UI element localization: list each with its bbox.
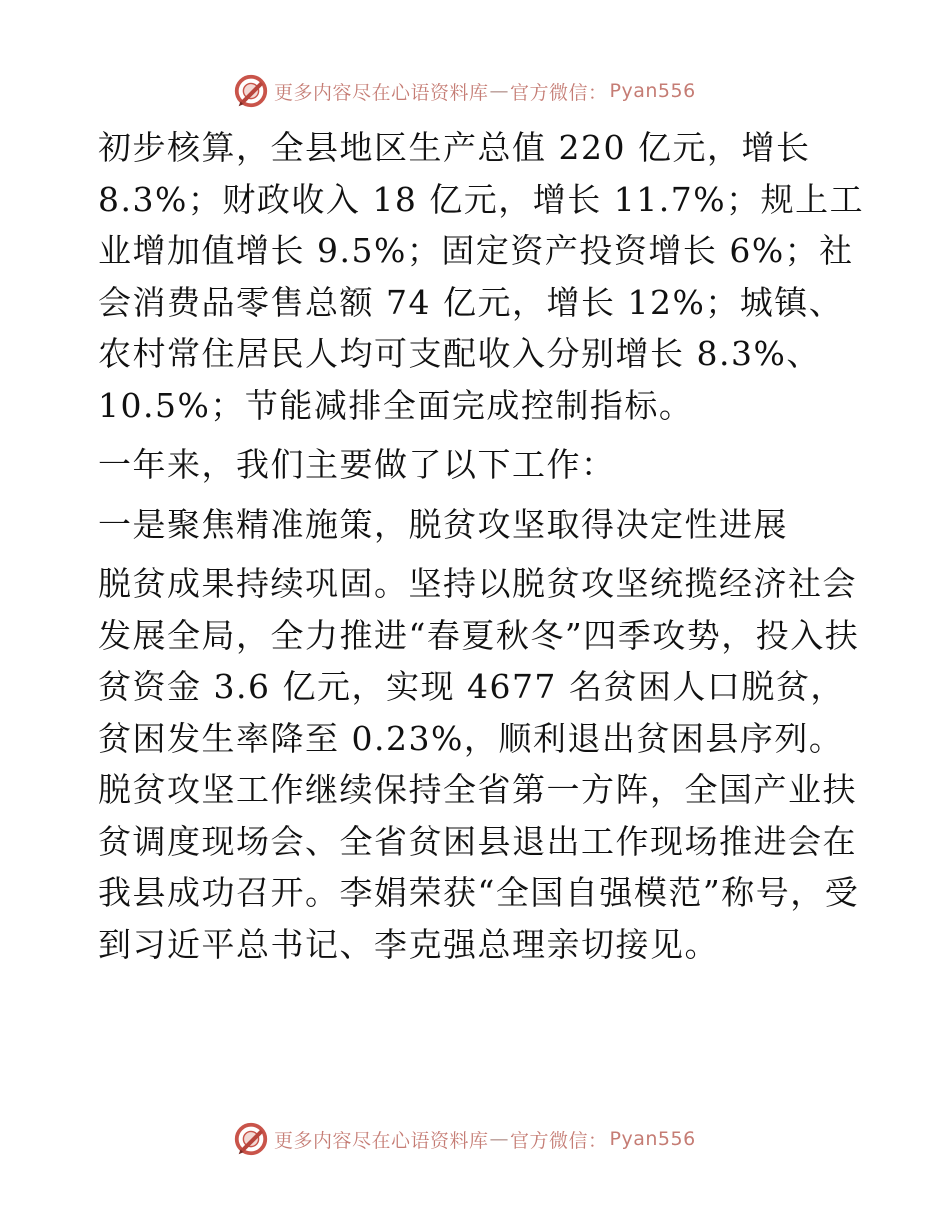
watermark-wechat-id: Pyan556 bbox=[609, 80, 696, 102]
watermark-separator: — bbox=[489, 1128, 510, 1150]
section-heading-poverty-alleviation: 一是聚焦精准施策，脱贫攻坚取得决定性进展 bbox=[98, 504, 788, 544]
paragraph-poverty-results: 脱贫成果持续巩固。坚持以脱贫攻坚统揽经济社会发展全局，全力推进“春夏秋冬”四季攻势，投入扶贫资金 3.6 亿元，实现 4677 名贫困人口脱贫，贫困发生率降至 0.23%，顺利退出贫困县序列。脱贫攻坚工作继续保持全省第一方阵，全国产业扶贫调度现场会、全省贫困县退出工作现场推进会在我县成功召开。李娟荣获“全国自强模范”称号，受到习近平总书记、李克强总理亲切接见。 bbox=[98, 564, 860, 964]
paragraph-economic-summary: 初步核算，全县地区生产总值 220 亿元，增长 8.3%；财政收入 18 亿元，增长 11.7%；规上工业增加值增长 9.5%；固定资产投资增长 6%；社会消费品零售总额 74 亿元，增长 12%；城镇、农村常住居民人均可支配收入分别增长 8.3%、10.5%；节能减排全面完成控制指标。 bbox=[98, 128, 865, 425]
document-body bbox=[98, 122, 868, 970]
watermark-wechat-id: Pyan556 bbox=[609, 1128, 696, 1150]
watermark-separator: — bbox=[489, 80, 510, 102]
pen-logo-icon bbox=[232, 1120, 270, 1158]
watermark-site-text: 更多内容尽在心语资料库 bbox=[274, 1129, 489, 1152]
paragraph-work-intro: 一年来，我们主要做了以下工作： bbox=[98, 445, 616, 484]
footer-watermark bbox=[232, 1120, 696, 1158]
watermark-wechat-label: 官方微信： bbox=[510, 1129, 608, 1152]
header-watermark bbox=[232, 72, 696, 110]
pen-logo-icon bbox=[232, 72, 270, 110]
watermark-wechat-label: 官方微信： bbox=[510, 81, 608, 104]
watermark-site-text: 更多内容尽在心语资料库 bbox=[274, 81, 489, 104]
